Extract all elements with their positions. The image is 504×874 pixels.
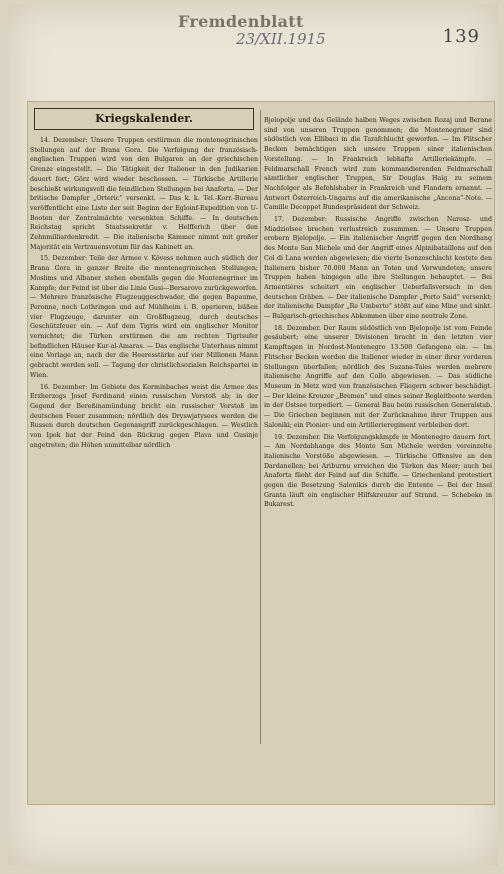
right-column xyxy=(264,116,494,708)
paragraph-dec-16-cont: Bjelopolje und das Gelände halben Weges zwischen Rozaj und Berane sind von unseren Truppen genommen; die Montenegriner sind südöstlich von Ellibaci in die Tarafchlucht geworfen. — Im Flitscher Becken bemächtigen sich unsere Truppen einer italienischen Vorstellung. — In Frankreich lebhafte Artilleriekämpfe. — Feldmarschall French wird zum kommandierenden Feldmarschall sämtlicher englischer Truppen, Sir Douglas Haig zu seinem Nachfolger als Befehlshaber in Frankreich und Flandern ernannt. — Antwort Österreich-Ungarns auf die amerikanische „Ancona“-Note. — Camille Decoppet Bundespräsident der Schweiz. xyxy=(264,117,492,212)
newspaper-masthead: Fremdenblatt xyxy=(178,12,304,31)
paragraph-dec-17: 17. Dezember: Russische Angriffe zwischen Narosz- und Miadziolsee brechen verlustreich zusammen. — Unsere Truppen erobern Bjelopolje. — Ein italienischer Angriff gegen den Nordhang des Monte San Michele und der Angriff eines Alpinibataillons auf den Col di Lana werden abgewiesen; die vierte Isonzoschlacht kostete den Italienern bisher 70.000 Mann an Toten und Verwundeten; unsere Truppen haben hingegen alle ihre Stellungen behauptet. — Bei Armentières scheitert ein englischer Ueberfallsversuch in den deutschen Gräben. — Der italienische Dampfer „Porto Said“ versenkt; der italienische Dampfer „Re Umberto“ stößt auf eine Mine und sinkt. — Bulgarisch-griechisches Abkommen über eine neutrale Zone. xyxy=(264,216,492,321)
paragraph-dec-19: 19. Dezember. Die Verfolgungskämpfe in Montenegro dauern fort. — Am Nordabhange des Monte San Michele werden vereinzelte italienische Vorstöße abgewiesen. — Türkische Offensive an den Dardanellen; bei Ariburnu erreichen die Türken das Meer; auch bei Anaforta flieht der Feind auf die Schiffe. — Griechenland protestiert gegen die Besetzung Salonikis durch die Entente — Bei der Insel Granta läuft ein englischer Hilfskreuzer auf Strand. — Schebeko in Bukarest. xyxy=(264,433,492,509)
paragraph-dec-16: 16. Dezember: Im Gebiete des Korminbaches weist die Armee des Erzherzogs Josef Ferdinand einen russischen Vorstoß ab; in der Gegend der Bereßinamündung bricht ein russischer Vorstoß im deutschen Feuer zusammen; nördlich des Dryswjatysees werden die Russen durch deutschen Gegenangriff zurückgeschlagen. — Westlich von Ipek hat der Feind den Rückzug gegen Plava und Gusinje angetreten; die Höhen unmittelbar nördlich xyxy=(30,383,258,449)
handwritten-date: 23/XII.1915 xyxy=(236,30,326,48)
left-column xyxy=(30,102,260,804)
page-number: 139 xyxy=(442,26,480,47)
archive-sheet xyxy=(8,4,498,866)
paragraph-dec-14: 14. Dezember: Unsere Truppen erstürmen die montenegrinischen Stellungen auf der Brana Gora. Die Verfolgung der französisch-englischen Truppen wird von den Bulgaren an der griechischen Grenze eingestellt. — Die Tätigkeit der Italiener in den Judikarien dauert fort; Görz wird wieder beschossen. — Türkische Artillerie beschießt wirkungsvoll die feindlichen Stellungen bei Anaforta. — Der britische Dampfer „Orteric“ versenkt. — Das k. k. Tel.-Korr.-Bureau veröffentlicht eine Liste der seit Beginn der Egloinf-Expedition von U-Booten der Zentralmächte versenkten Schiffe. — In deutschen Reichstag spricht Staatssekretär v. Helfferich über den Zehnmilliardenkredit. — Die italienische Kammer nimmt mit großer Majorität ein Vertrauensvotum für das Kabinett an. xyxy=(30,137,258,251)
column-divider xyxy=(260,110,261,744)
title-box xyxy=(34,108,254,130)
paragraph-dec-18: 18. Dezember. Der Raum südöstlich von Bjelopolje ist vom Feinde gesäubert; eine unserer Divisionen bracht in den letzten vier Kampftagen in Nordost-Montenegro 13.500 Gefangene ein. — Im Flitscher Becken werden die Italiener wieder in einer ihrer vorderen Stellungen überfallen; nördlich des Suzana-Tales werden mehrere italienische Angriffe auf den Collo abgewiesen. — Das südliche Museum in Metz wird von französischen Fliegern schwer beschädigt. — Der kleine Kreuzer „Bremen“ und eines seiner Begleitboote werden in der Ostsee torpediert. — General Bau beim russischen Generalstab. — Die Griechen beginnen mit der Zurücknahme ihrer Truppen aus Saloniki; ein Pionier- und ein Artillerieregiment verbleiben dort. xyxy=(264,324,492,429)
paragraph-dec-15: 15. Dezember: Teile der Armee v. Kövess nehmen auch südlich der Brana Gora in ganzer Breite die montenegrinischen Stellungen; Moslims und Albaner stehen ebenfalls gegen die Montenegriner im Kampfe; der Feind ist über die Linie Gusi—Bersarovo zurückgeworfen. — Mehrere französische Flugzeuggeschwader, die gegen Bapaume, Peronne, noch Lothringen und auf Mühlheim i. B. operieren, büßen vier Flugzeuge, darunter ein Großflugzeug, durch deutsches Geschützfeuer ein. — Auf dem Tigris wird ein englischer Monitor vernichtet; die Türken erstürmen die am rechten Tigrisufer befindlichen Häuser Kur-al-Amaras. — Das englische Unterhaus nimmt eine Vorlage an, nach der die Heeresstärke auf vier Millionen Mann gebracht werden soll. — Tagung der christlichsozialen Reichspartei in Wien. xyxy=(30,255,258,379)
newspaper-clipping xyxy=(28,102,494,804)
article-title: Kriegskalender. xyxy=(95,112,193,125)
